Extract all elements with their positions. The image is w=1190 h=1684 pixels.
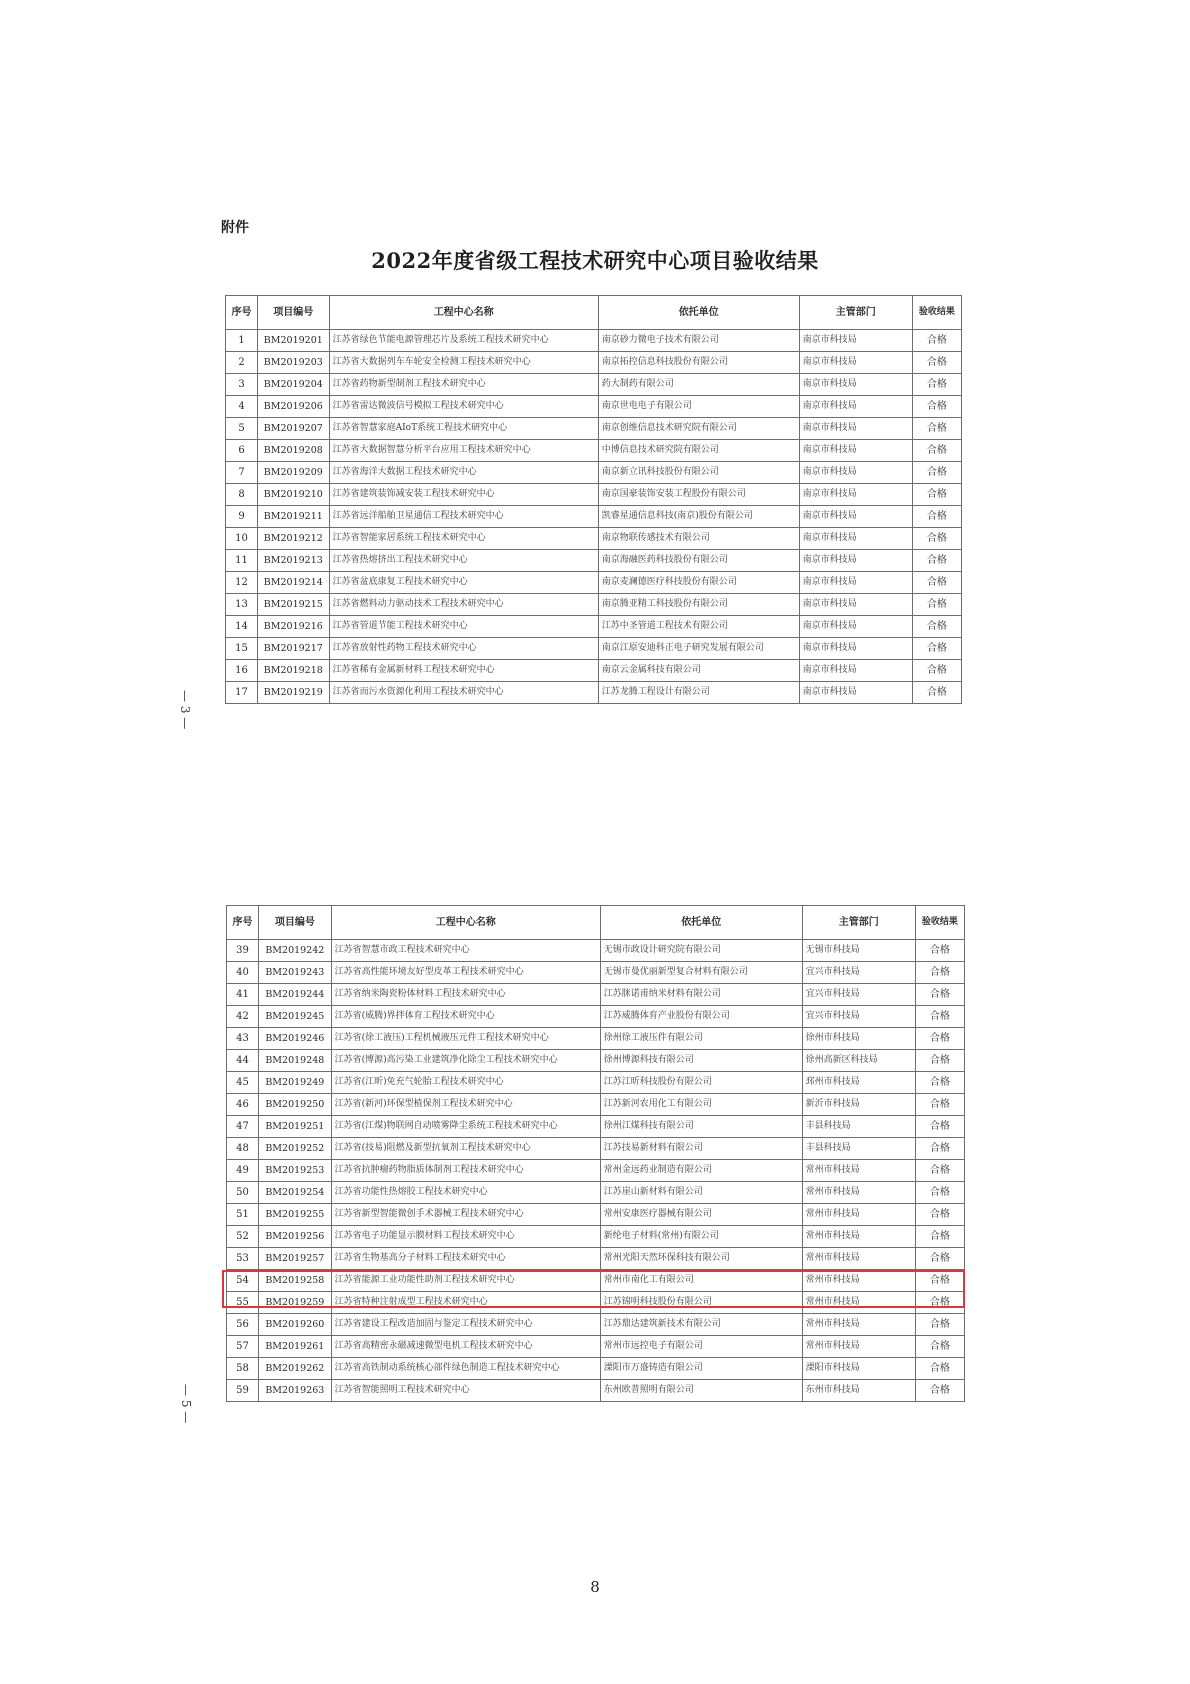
result-cell: 合格 <box>912 330 961 352</box>
table-row <box>226 418 962 440</box>
table-row <box>227 1094 965 1116</box>
page-number: 8 <box>590 1578 600 1596</box>
table-row <box>227 1028 965 1050</box>
result-cell: 合格 <box>915 1028 964 1050</box>
row-index-cell: 56 <box>227 1314 259 1336</box>
department-cell: 常州市科技局 <box>802 1226 915 1248</box>
project-number-cell: BM2019245 <box>259 1006 332 1028</box>
page-margin-mark: — 5 — <box>179 1384 193 1424</box>
center-name-cell: 江苏省药物新型制剂工程技术研究中心 <box>329 374 598 396</box>
row-index-cell: 43 <box>227 1028 259 1050</box>
row-index-cell: 45 <box>227 1072 259 1094</box>
table-row <box>226 550 962 572</box>
host-unit-cell: 南京腾亚精工科技股份有限公司 <box>598 594 799 616</box>
project-number-cell: BM2019204 <box>258 374 330 396</box>
results-table-part1 <box>225 295 962 704</box>
host-unit-cell: 徐州徐工液压件有限公司 <box>600 1028 802 1050</box>
row-index-cell: 6 <box>226 440 258 462</box>
center-name-cell: 江苏省热熔挤出工程技术研究中心 <box>329 550 598 572</box>
result-cell: 合格 <box>915 1138 964 1160</box>
center-name-cell: 江苏省高精密永磁减速微型电机工程技术研究中心 <box>331 1336 600 1358</box>
result-cell: 合格 <box>915 1006 964 1028</box>
center-name-cell: 江苏省(技易)阻燃及新型抗氧剂工程技术研究中心 <box>331 1138 600 1160</box>
department-cell: 南京市科技局 <box>799 330 912 352</box>
row-index-cell: 3 <box>226 374 258 396</box>
center-name-cell: 江苏省电子功能显示膜材料工程技术研究中心 <box>331 1226 600 1248</box>
center-name-cell: 江苏省远洋船舶卫星通信工程技术研究中心 <box>329 506 598 528</box>
table-row <box>226 330 962 352</box>
host-unit-cell: 南京云金属科技有限公司 <box>598 660 799 682</box>
department-cell: 常州市科技局 <box>802 1160 915 1182</box>
project-number-cell: BM2019216 <box>258 616 330 638</box>
host-unit-cell: 南京新立讯科技股份有限公司 <box>598 462 799 484</box>
col-header-department: 主管部门 <box>799 296 912 330</box>
row-index-cell: 14 <box>226 616 258 638</box>
department-cell: 宜兴市科技局 <box>802 962 915 984</box>
department-cell: 无锡市科技局 <box>802 940 915 962</box>
row-index-cell: 5 <box>226 418 258 440</box>
results-table-part2 <box>226 905 965 1402</box>
table-row <box>227 1160 965 1182</box>
table-row <box>227 1050 965 1072</box>
table-row <box>227 1204 965 1226</box>
host-unit-cell: 南京麦澜德医疗科技股份有限公司 <box>598 572 799 594</box>
result-cell: 合格 <box>912 594 961 616</box>
center-name-cell: 江苏省功能性热熔胶工程技术研究中心 <box>331 1182 600 1204</box>
project-number-cell: BM2019213 <box>258 550 330 572</box>
project-number-cell: BM2019211 <box>258 506 330 528</box>
project-number-cell: BM2019260 <box>259 1314 332 1336</box>
host-unit-cell: 常州光阳天然环保科技有限公司 <box>600 1248 802 1270</box>
host-unit-cell: 凯睿星通信息科技(南京)股份有限公司 <box>598 506 799 528</box>
result-cell: 合格 <box>915 1204 964 1226</box>
project-number-cell: BM2019212 <box>258 528 330 550</box>
project-number-cell: BM2019244 <box>259 984 332 1006</box>
table-row <box>227 1314 965 1336</box>
result-cell: 合格 <box>912 462 961 484</box>
host-unit-cell: 常州市南化工有限公司 <box>600 1270 802 1292</box>
center-name-cell: 江苏省建筑装饰减安装工程技术研究中心 <box>329 484 598 506</box>
project-number-cell: BM2019249 <box>259 1072 332 1094</box>
department-cell: 南京市科技局 <box>799 572 912 594</box>
department-cell: 常州市科技局 <box>802 1314 915 1336</box>
col-header-result: 验收结果 <box>912 296 961 330</box>
host-unit-cell: 无锡市曼优丽新型复合材料有限公司 <box>600 962 802 984</box>
table-row <box>226 396 962 418</box>
table-row <box>226 528 962 550</box>
department-cell: 南京市科技局 <box>799 528 912 550</box>
result-cell: 合格 <box>915 984 964 1006</box>
project-number-cell: BM2019258 <box>259 1270 332 1292</box>
department-cell: 宜兴市科技局 <box>802 984 915 1006</box>
center-name-cell: 江苏省雷达微波信号模拟工程技术研究中心 <box>329 396 598 418</box>
project-number-cell: BM2019248 <box>259 1050 332 1072</box>
project-number-cell: BM2019218 <box>258 660 330 682</box>
result-cell: 合格 <box>915 1226 964 1248</box>
col-header-center-name: 工程中心名称 <box>329 296 598 330</box>
department-cell: 南京市科技局 <box>799 352 912 374</box>
host-unit-cell: 常州金远药业制造有限公司 <box>600 1160 802 1182</box>
department-cell: 丰县科技局 <box>802 1138 915 1160</box>
center-name-cell: 江苏省稀有金属新材料工程技术研究中心 <box>329 660 598 682</box>
center-name-cell: 江苏省智慧家庭AIoT系统工程技术研究中心 <box>329 418 598 440</box>
row-index-cell: 8 <box>226 484 258 506</box>
row-index-cell: 7 <box>226 462 258 484</box>
table-row <box>227 1006 965 1028</box>
table-row <box>226 352 962 374</box>
row-index-cell: 4 <box>226 396 258 418</box>
table-header-row <box>227 906 965 940</box>
result-cell: 合格 <box>912 528 961 550</box>
host-unit-cell: 南京世电电子有限公司 <box>598 396 799 418</box>
center-name-cell: 江苏省新型智能微创手术器械工程技术研究中心 <box>331 1204 600 1226</box>
project-number-cell: BM2019259 <box>259 1292 332 1314</box>
center-name-cell: 江苏省纳米陶瓷粉体材料工程技术研究中心 <box>331 984 600 1006</box>
row-index-cell: 46 <box>227 1094 259 1116</box>
project-number-cell: BM2019250 <box>259 1094 332 1116</box>
host-unit-cell: 无锡市政设计研究院有限公司 <box>600 940 802 962</box>
row-index-cell: 50 <box>227 1182 259 1204</box>
result-cell: 合格 <box>915 1270 964 1292</box>
host-unit-cell: 常州安康医疗器械有限公司 <box>600 1204 802 1226</box>
result-cell: 合格 <box>912 638 961 660</box>
department-cell: 南京市科技局 <box>799 462 912 484</box>
project-number-cell: BM2019209 <box>258 462 330 484</box>
col-header-result: 验收结果 <box>915 906 964 940</box>
center-name-cell: 江苏省(新河)环保型植保剂工程技术研究中心 <box>331 1094 600 1116</box>
row-index-cell: 51 <box>227 1204 259 1226</box>
host-unit-cell: 江苏鼎达建筑新技术有限公司 <box>600 1314 802 1336</box>
result-cell: 合格 <box>912 396 961 418</box>
result-cell: 合格 <box>915 940 964 962</box>
result-cell: 合格 <box>912 374 961 396</box>
center-name-cell: 江苏省管道节能工程技术研究中心 <box>329 616 598 638</box>
table-row <box>226 616 962 638</box>
host-unit-cell: 中博信息技术研究院有限公司 <box>598 440 799 462</box>
row-index-cell: 39 <box>227 940 259 962</box>
col-header-index: 序号 <box>226 296 258 330</box>
row-index-cell: 9 <box>226 506 258 528</box>
row-index-cell: 42 <box>227 1006 259 1028</box>
result-cell: 合格 <box>915 1336 964 1358</box>
table-header-row <box>226 296 962 330</box>
row-index-cell: 10 <box>226 528 258 550</box>
table-row <box>227 1182 965 1204</box>
row-index-cell: 49 <box>227 1160 259 1182</box>
center-name-cell: 江苏省高铁制动系统核心部件绿色制造工程技术研究中心 <box>331 1358 600 1380</box>
result-cell: 合格 <box>915 1094 964 1116</box>
row-index-cell: 55 <box>227 1292 259 1314</box>
result-cell: 合格 <box>915 962 964 984</box>
center-name-cell: 江苏省大数据列车车轮安全检测工程技术研究中心 <box>329 352 598 374</box>
department-cell: 南京市科技局 <box>799 594 912 616</box>
project-number-cell: BM2019246 <box>259 1028 332 1050</box>
center-name-cell: 江苏省(江煤)物联网自动喷雾降尘系统工程技术研究中心 <box>331 1116 600 1138</box>
row-index-cell: 44 <box>227 1050 259 1072</box>
department-cell: 南京市科技局 <box>799 506 912 528</box>
result-cell: 合格 <box>912 616 961 638</box>
result-cell: 合格 <box>915 1380 964 1402</box>
host-unit-cell: 江苏中圣管道工程技术有限公司 <box>598 616 799 638</box>
host-unit-cell: 新纶电子材料(常州)有限公司 <box>600 1226 802 1248</box>
project-number-cell: BM2019253 <box>259 1160 332 1182</box>
table-row <box>227 940 965 962</box>
department-cell: 溧阳市科技局 <box>802 1358 915 1380</box>
row-index-cell: 57 <box>227 1336 259 1358</box>
page-margin-mark: — 3 — <box>178 690 192 730</box>
result-cell: 合格 <box>915 1358 964 1380</box>
result-cell: 合格 <box>912 572 961 594</box>
center-name-cell: 江苏省智慧市政工程技术研究中心 <box>331 940 600 962</box>
table-row <box>227 962 965 984</box>
center-name-cell: 江苏省绿色节能电源管理芯片及系统工程技术研究中心 <box>329 330 598 352</box>
host-unit-cell: 江苏龙腾工程设计有限公司 <box>598 682 799 704</box>
row-index-cell: 15 <box>226 638 258 660</box>
center-name-cell: 江苏省能源工业功能性助剂工程技术研究中心 <box>331 1270 600 1292</box>
col-header-department: 主管部门 <box>802 906 915 940</box>
project-number-cell: BM2019208 <box>258 440 330 462</box>
table-row <box>226 484 962 506</box>
row-index-cell: 54 <box>227 1270 259 1292</box>
host-unit-cell: 南京海融医药科技股份有限公司 <box>598 550 799 572</box>
row-index-cell: 11 <box>226 550 258 572</box>
project-number-cell: BM2019256 <box>259 1226 332 1248</box>
table-row <box>227 1226 965 1248</box>
col-header-host-unit: 依托单位 <box>598 296 799 330</box>
center-name-cell: 江苏省(徐工液压)工程机械液压元件工程技术研究中心 <box>331 1028 600 1050</box>
project-number-cell: BM2019262 <box>259 1358 332 1380</box>
attachment-label: 附件 <box>221 220 249 236</box>
project-number-cell: BM2019242 <box>259 940 332 962</box>
row-index-cell: 40 <box>227 962 259 984</box>
row-index-cell: 41 <box>227 984 259 1006</box>
result-cell: 合格 <box>915 1050 964 1072</box>
host-unit-cell: 江苏脒诺甫纳米材料有限公司 <box>600 984 802 1006</box>
row-index-cell: 47 <box>227 1116 259 1138</box>
result-cell: 合格 <box>915 1314 964 1336</box>
host-unit-cell: 江苏威腾体育产业股份有限公司 <box>600 1006 802 1028</box>
table-row <box>227 984 965 1006</box>
col-header-project-no: 项目编号 <box>258 296 330 330</box>
row-index-cell: 2 <box>226 352 258 374</box>
row-index-cell: 53 <box>227 1248 259 1270</box>
center-name-cell: 江苏省放射性药物工程技术研究中心 <box>329 638 598 660</box>
table-row <box>227 1116 965 1138</box>
host-unit-cell: 南京江原安迪科正电子研究发展有限公司 <box>598 638 799 660</box>
department-cell: 常州市科技局 <box>802 1182 915 1204</box>
table-row <box>227 1248 965 1270</box>
result-cell: 合格 <box>915 1160 964 1182</box>
result-cell: 合格 <box>912 660 961 682</box>
result-cell: 合格 <box>912 506 961 528</box>
table-row <box>226 660 962 682</box>
host-unit-cell: 南京创维信息技术研究院有限公司 <box>598 418 799 440</box>
department-cell: 常州市科技局 <box>802 1336 915 1358</box>
host-unit-cell: 药大制药有限公司 <box>598 374 799 396</box>
result-cell: 合格 <box>912 352 961 374</box>
department-cell: 南京市科技局 <box>799 440 912 462</box>
col-header-project-no: 项目编号 <box>259 906 332 940</box>
project-number-cell: BM2019255 <box>259 1204 332 1226</box>
host-unit-cell: 徐州博源科技有限公司 <box>600 1050 802 1072</box>
table-row <box>226 638 962 660</box>
center-name-cell: 江苏省智能照明工程技术研究中心 <box>331 1380 600 1402</box>
center-name-cell: 江苏省建设工程改造加固与鉴定工程技术研究中心 <box>331 1314 600 1336</box>
row-index-cell: 59 <box>227 1380 259 1402</box>
department-cell: 常州市科技局 <box>802 1248 915 1270</box>
project-number-cell: BM2019203 <box>258 352 330 374</box>
project-number-cell: BM2019214 <box>258 572 330 594</box>
col-header-center-name: 工程中心名称 <box>331 906 600 940</box>
department-cell: 邳州市科技局 <box>802 1072 915 1094</box>
project-number-cell: BM2019252 <box>259 1138 332 1160</box>
project-number-cell: BM2019206 <box>258 396 330 418</box>
department-cell: 南京市科技局 <box>799 682 912 704</box>
center-name-cell: 江苏省(威腾)界拌体育工程技术研究中心 <box>331 1006 600 1028</box>
center-name-cell: 江苏省大数据智慧分析平台应用工程技术研究中心 <box>329 440 598 462</box>
row-index-cell: 48 <box>227 1138 259 1160</box>
department-cell: 南京市科技局 <box>799 396 912 418</box>
result-cell: 合格 <box>915 1116 964 1138</box>
center-name-cell: 江苏省燃料动力驱动技术工程技术研究中心 <box>329 594 598 616</box>
project-number-cell: BM2019210 <box>258 484 330 506</box>
host-unit-cell: 江苏江昕科技股份有限公司 <box>600 1072 802 1094</box>
host-unit-cell: 东州欧普照明有限公司 <box>600 1380 802 1402</box>
host-unit-cell: 江苏新河农用化工有限公司 <box>600 1094 802 1116</box>
table-row <box>227 1336 965 1358</box>
host-unit-cell: 南京砂力微电子技术有限公司 <box>598 330 799 352</box>
project-number-cell: BM2019261 <box>259 1336 332 1358</box>
project-number-cell: BM2019201 <box>258 330 330 352</box>
department-cell: 徐州高新区科技局 <box>802 1050 915 1072</box>
department-cell: 南京市科技局 <box>799 550 912 572</box>
highlight-box <box>222 1270 965 1308</box>
row-index-cell: 17 <box>226 682 258 704</box>
center-name-cell: 江苏省(江昕)免充气轮胎工程技术研究中心 <box>331 1072 600 1094</box>
department-cell: 南京市科技局 <box>799 638 912 660</box>
row-index-cell: 12 <box>226 572 258 594</box>
center-name-cell: 江苏省抗肿瘤药物脂质体制剂工程技术研究中心 <box>331 1160 600 1182</box>
result-cell: 合格 <box>912 418 961 440</box>
project-number-cell: BM2019251 <box>259 1116 332 1138</box>
result-cell: 合格 <box>912 484 961 506</box>
table-row <box>226 506 962 528</box>
department-cell: 东州市科技局 <box>802 1380 915 1402</box>
center-name-cell: 江苏省盆底康复工程技术研究中心 <box>329 572 598 594</box>
department-cell: 徐州市科技局 <box>802 1028 915 1050</box>
table-row <box>227 1380 965 1402</box>
row-index-cell: 13 <box>226 594 258 616</box>
department-cell: 南京市科技局 <box>799 660 912 682</box>
center-name-cell: 江苏省智能家居系统工程技术研究中心 <box>329 528 598 550</box>
result-cell: 合格 <box>915 1248 964 1270</box>
table-row <box>226 440 962 462</box>
host-unit-cell: 江苏崖山新材料有限公司 <box>600 1182 802 1204</box>
table-row <box>226 572 962 594</box>
project-number-cell: BM2019243 <box>259 962 332 984</box>
host-unit-cell: 徐州江煤科技有限公司 <box>600 1116 802 1138</box>
host-unit-cell: 南京物联传感技术有限公司 <box>598 528 799 550</box>
table-row <box>226 682 962 704</box>
result-cell: 合格 <box>915 1072 964 1094</box>
center-name-cell: 江苏省高性能环境友好型皮革工程技术研究中心 <box>331 962 600 984</box>
table-row <box>227 1072 965 1094</box>
center-name-cell: 江苏省特种注射成型工程技术研究中心 <box>331 1292 600 1314</box>
result-cell: 合格 <box>915 1182 964 1204</box>
host-unit-cell: 常州市远控电子有限公司 <box>600 1336 802 1358</box>
table-row <box>226 462 962 484</box>
project-number-cell: BM2019207 <box>258 418 330 440</box>
table-row <box>226 594 962 616</box>
project-number-cell: BM2019219 <box>258 682 330 704</box>
department-cell: 南京市科技局 <box>799 616 912 638</box>
host-unit-cell: 江苏锦明科技股份有限公司 <box>600 1292 802 1314</box>
project-number-cell: BM2019215 <box>258 594 330 616</box>
host-unit-cell: 南京国豪装饰安装工程股份有限公司 <box>598 484 799 506</box>
department-cell: 丰县科技局 <box>802 1116 915 1138</box>
department-cell: 常州市科技局 <box>802 1270 915 1292</box>
center-name-cell: 江苏省而污水资源化利用工程技术研究中心 <box>329 682 598 704</box>
center-name-cell: 江苏省生物基高分子材料工程技术研究中心 <box>331 1248 600 1270</box>
row-index-cell: 16 <box>226 660 258 682</box>
center-name-cell: 江苏省(博源)高污染工业建筑净化除尘工程技术研究中心 <box>331 1050 600 1072</box>
host-unit-cell: 江苏技易新材料有限公司 <box>600 1138 802 1160</box>
row-index-cell: 1 <box>226 330 258 352</box>
page-title: 2022年度省级工程技术研究中心项目验收结果 <box>371 248 819 273</box>
project-number-cell: BM2019257 <box>259 1248 332 1270</box>
department-cell: 常州市科技局 <box>802 1204 915 1226</box>
table-row <box>227 1138 965 1160</box>
department-cell: 新沂市科技局 <box>802 1094 915 1116</box>
result-cell: 合格 <box>912 682 961 704</box>
result-cell: 合格 <box>912 550 961 572</box>
department-cell: 南京市科技局 <box>799 418 912 440</box>
col-header-host-unit: 依托单位 <box>600 906 802 940</box>
project-number-cell: BM2019254 <box>259 1182 332 1204</box>
row-index-cell: 52 <box>227 1226 259 1248</box>
host-unit-cell: 南京拓控信息科技股份有限公司 <box>598 352 799 374</box>
row-index-cell: 58 <box>227 1358 259 1380</box>
department-cell: 宜兴市科技局 <box>802 1006 915 1028</box>
table-row <box>227 1358 965 1380</box>
department-cell: 常州市科技局 <box>802 1292 915 1314</box>
project-number-cell: BM2019217 <box>258 638 330 660</box>
department-cell: 南京市科技局 <box>799 484 912 506</box>
center-name-cell: 江苏省海洋大数据工程技术研究中心 <box>329 462 598 484</box>
col-header-index: 序号 <box>227 906 259 940</box>
table-row <box>226 374 962 396</box>
result-cell: 合格 <box>915 1292 964 1314</box>
result-cell: 合格 <box>912 440 961 462</box>
host-unit-cell: 溧阳市万盛铸造有限公司 <box>600 1358 802 1380</box>
department-cell: 南京市科技局 <box>799 374 912 396</box>
project-number-cell: BM2019263 <box>259 1380 332 1402</box>
